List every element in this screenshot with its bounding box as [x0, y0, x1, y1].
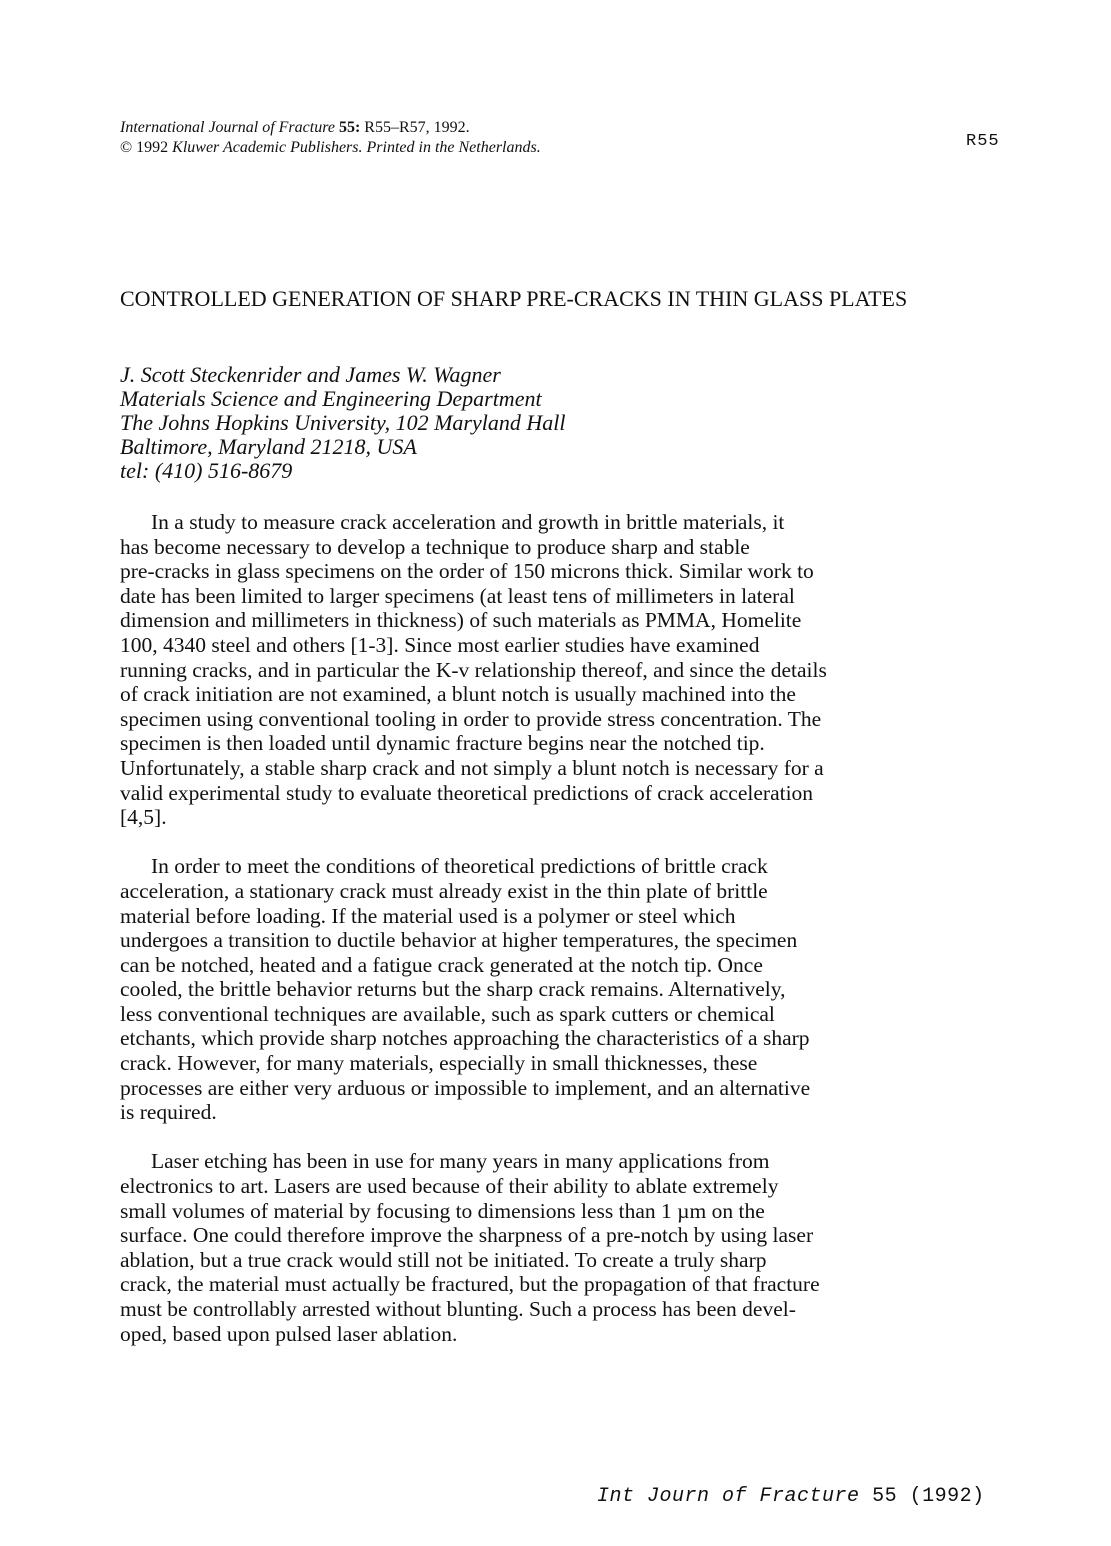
- paragraph-line: acceleration, a stationary crack must already exist in the thin plate of brittle: [120, 878, 768, 903]
- article-body: [120, 510, 935, 1371]
- author-department: Materials Science and Engineering Department: [120, 386, 542, 411]
- paragraph-line: material before loading. If the material used is a polymer or steel which: [120, 903, 736, 928]
- paragraph-line: etchants, which provide sharp notches approaching the characteristics of a sharp: [120, 1026, 810, 1051]
- running-footer: [597, 1485, 985, 1508]
- author-block: [120, 363, 940, 483]
- copyright-year: © 1992: [120, 139, 169, 156]
- paragraph-line: processes are either very arduous or impossible to implement, and an alternative: [120, 1075, 811, 1100]
- paragraph-line: crack. However, for many materials, especially in small thicknesses, these: [120, 1051, 758, 1076]
- paragraph-line: Unfortunately, a stable sharp crack and not simply a blunt notch is necessary for a: [120, 755, 824, 780]
- journal-header: [120, 118, 541, 158]
- paragraph-line: In order to meet the conditions of theoretical predictions of brittle crack: [151, 854, 768, 879]
- paragraph-line: Laser etching has been in use for many years in many applications from: [151, 1149, 770, 1174]
- paragraph-2: [120, 854, 935, 1125]
- paragraph-line: cooled, the brittle behavior returns but the sharp crack remains. Alternatively,: [120, 977, 786, 1002]
- paragraph-line: can be notched, heated and a fatigue crack generated at the notch tip. Once: [120, 952, 763, 977]
- paragraph-line: specimen is then loaded until dynamic fracture begins near the notched tip.: [120, 731, 765, 756]
- journal-name: International Journal of Fracture: [120, 119, 335, 136]
- paragraph-1: [120, 510, 935, 830]
- paragraph-3: [120, 1149, 935, 1346]
- paragraph-line: In a study to measure crack acceleration and growth in brittle materials, it: [151, 510, 785, 534]
- paragraph-line: small volumes of material by focusing to dimensions less than 1 µm on the: [120, 1198, 765, 1223]
- paragraph-line: running cracks, and in particular the K-v relationship thereof, and since the details: [120, 657, 827, 682]
- paragraph-line: dimension and millimeters in thickness) of such materials as PMMA, Homelite: [120, 608, 802, 633]
- paragraph-line: [4,5].: [120, 805, 167, 830]
- paragraph-line: date has been limited to larger specimens (at least tens of millimeters in lateral: [120, 583, 795, 608]
- paragraph-line: electronics to art. Lasers are used because of their ability to ablate extremely: [120, 1174, 779, 1199]
- paragraph-line: ablation, but a true crack would still not be initiated. To create a truly sharp: [120, 1247, 767, 1272]
- author-address: Baltimore, Maryland 21218, USA: [120, 434, 417, 459]
- citation-line: [120, 118, 541, 138]
- paragraph-line: undergoes a transition to ductile behavior at higher temperatures, the specimen: [120, 928, 798, 953]
- copyright-line: [120, 138, 541, 158]
- paragraph-line: valid experimental study to evaluate theoretical predictions of crack acceleration: [120, 780, 814, 805]
- paragraph-line: 100, 4340 steel and others [1-3]. Since most earlier studies have examined: [120, 632, 760, 657]
- paragraph-line: is required.: [120, 1100, 217, 1125]
- paragraph-line: specimen using conventional tooling in order to provide stress concentration. The: [120, 706, 822, 731]
- paragraph-line: crack, the material must actually be fractured, but the propagation of that fracture: [120, 1272, 820, 1297]
- author-telephone: tel: (410) 516-8679: [120, 458, 293, 483]
- paragraph-line: surface. One could therefore improve the sharpness of a pre-notch by using laser: [120, 1223, 814, 1248]
- journal-volume: 55:: [338, 119, 361, 136]
- paragraph-line: must be controllably arrested without blunting. Such a process has been devel-: [120, 1297, 796, 1321]
- paragraph-line: of crack initiation are not examined, a blunt notch is usually machined into the: [120, 682, 796, 707]
- publisher-line: Kluwer Academic Publishers. Printed in the Netherlands.: [172, 139, 541, 156]
- paragraph-line: less conventional techniques are available, such as spark cutters or chemical: [120, 1001, 775, 1026]
- footer-journal-abbrev: Int Journ of Fracture: [597, 1485, 860, 1508]
- paragraph-line: oped, based upon pulsed laser ablation.: [120, 1321, 458, 1346]
- journal-pages-year: R55–R57, 1992.: [364, 119, 470, 136]
- paragraph-line: pre-cracks in glass specimens on the order of 150 microns thick. Similar work to: [120, 559, 814, 584]
- page-number: R55: [966, 132, 1000, 151]
- article-title: CONTROLLED GENERATION OF SHARP PRE-CRACKS IN THIN GLASS PLATES: [120, 286, 908, 311]
- author-names: J. Scott Steckenrider and James W. Wagner: [120, 362, 501, 387]
- paragraph-line: has become necessary to develop a technique to produce sharp and stable: [120, 534, 750, 559]
- author-university: The Johns Hopkins University, 102 Maryland Hall: [120, 410, 566, 435]
- footer-volume-year: 55 (1992): [872, 1485, 985, 1508]
